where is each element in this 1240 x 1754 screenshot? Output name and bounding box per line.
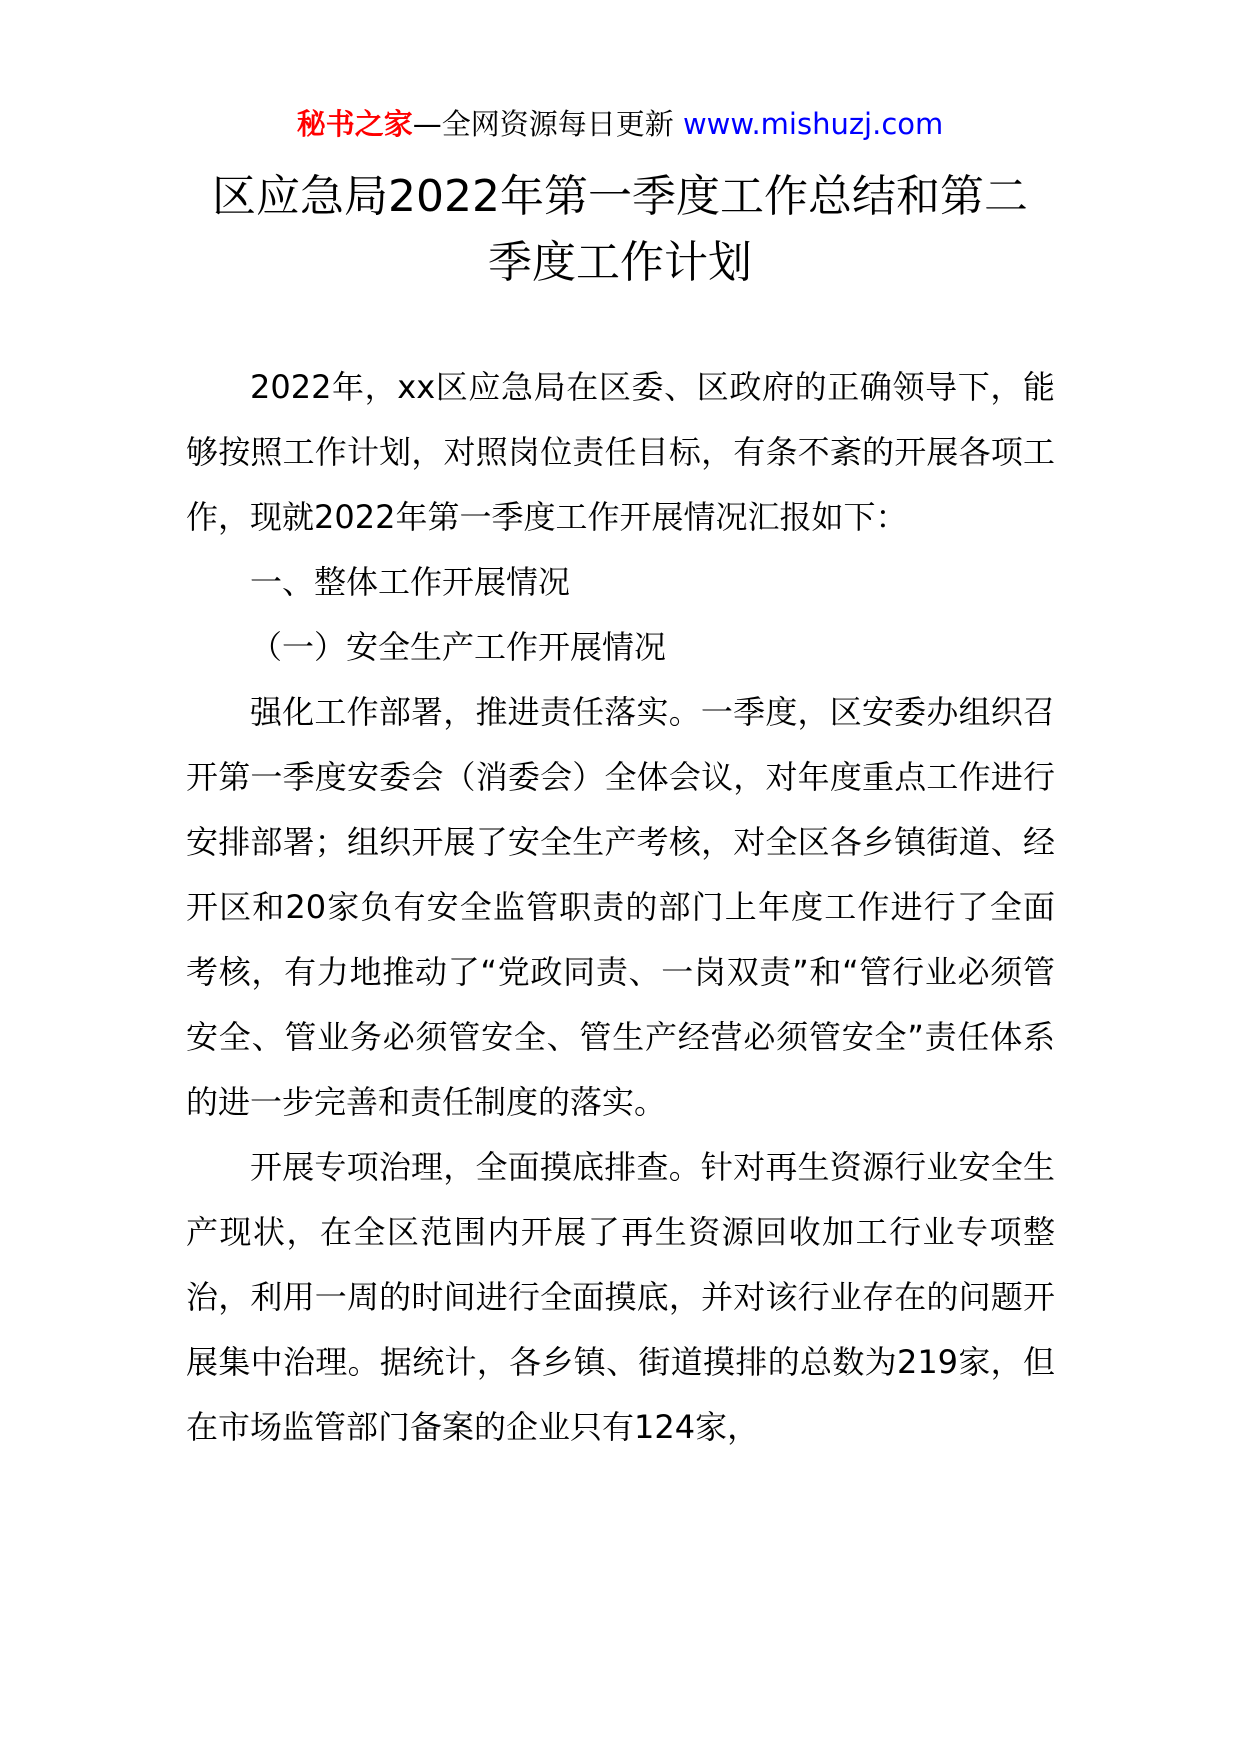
title-line-1: 区应急局2022年第一季度工作总结和第二	[212, 171, 1028, 222]
site-url-link[interactable]: www.mishuzj.com	[682, 107, 944, 141]
document-body	[186, 355, 1055, 1460]
header-tagline: —全网资源每日更新	[412, 107, 683, 141]
body-paragraph-special-governance: 开展专项治理，全面摸底排查。针对再生资源行业安全生产现状，在全区范围内开展了再生资源回收加工行业专项整治，利用一周的时间进行全面摸底，并对该行业存在的问题开展集中治理。据统计，各乡镇、街道摸排的总数为219家，但在市场监管部门备案的企业只有124家，	[186, 1148, 1055, 1446]
brand-name: 秘书之家	[296, 107, 413, 141]
section-heading-1: 一、整体工作开展情况	[250, 563, 571, 601]
intro-paragraph: 2022年，xx区应急局在区委、区政府的正确领导下，能够按照工作计划，对照岗位责任目标，有条不紊的开展各项工作，现就2022年第一季度工作开展情况汇报如下：	[186, 368, 1055, 536]
subsection-heading-1: （一）安全生产工作开展情况	[250, 628, 667, 666]
document-title	[150, 164, 1090, 296]
watermark-header	[0, 104, 1240, 144]
body-paragraph-deployment: 强化工作部署，推进责任落实。一季度，区安委办组织召开第一季度安委会（消委会）全体会议，对年度重点工作进行安排部署；组织开展了安全生产考核，对全区各乡镇街道、经开区和20家负有安全监管职责的部门上年度工作进行了全面考核，有力地推动了“党政同责、一岗双责”和“管行业必须管安全、管业务必须管安全、管生产经营必须管安全”责任体系的进一步完善和责任制度的落实。	[186, 693, 1055, 1121]
title-line-2: 季度工作计划	[488, 237, 752, 288]
